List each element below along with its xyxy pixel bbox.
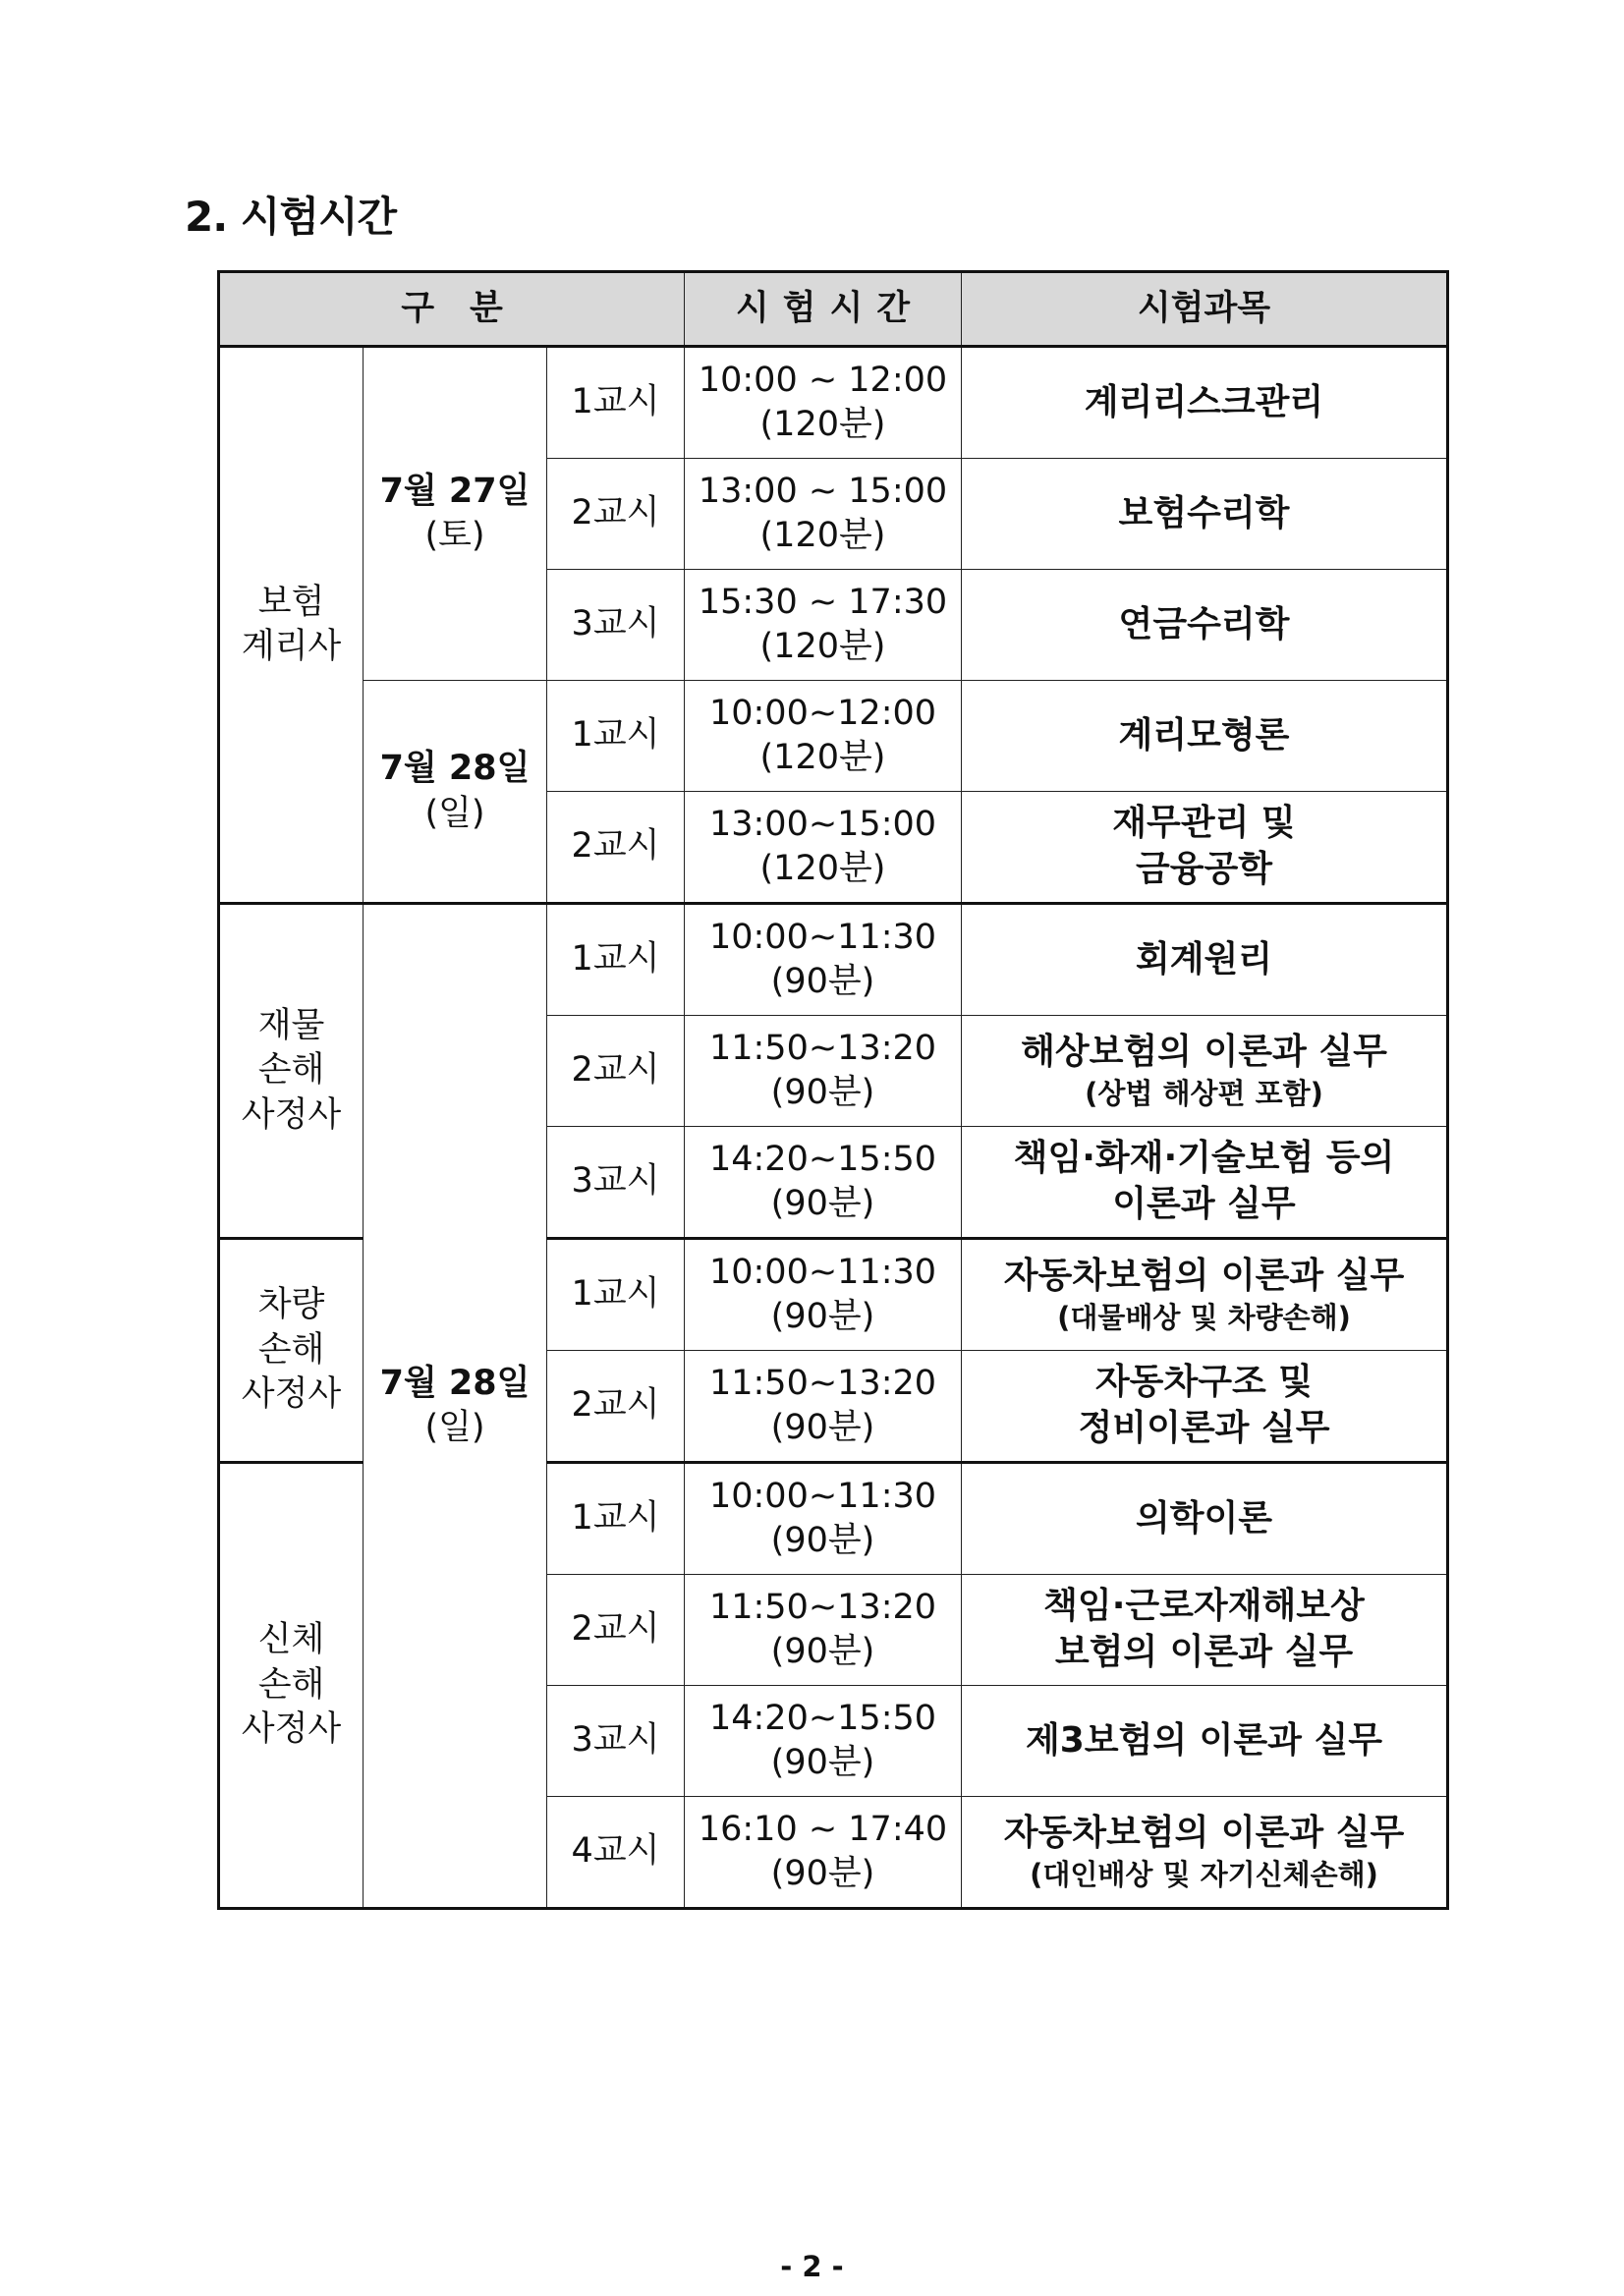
duration: (120분): [759, 738, 886, 777]
duration: (90분): [770, 1184, 875, 1223]
subject-note: (상법 해상편 포함): [1085, 1076, 1323, 1110]
exam-category-name: 손해: [257, 1329, 325, 1370]
subject-name: 자동차보험의 이론과 실무: [1003, 1812, 1405, 1853]
period-cell: 1교시: [547, 904, 685, 1016]
exam-time-cell: [685, 1686, 962, 1797]
page-number: - 2 -: [780, 2250, 844, 2283]
exam-subject-cell: [962, 1239, 1448, 1351]
subject-name: 자동차구조 및: [1094, 1362, 1314, 1403]
subject-name: 자동차보험의 이론과 실무: [1003, 1255, 1405, 1296]
subject-name: 보험수리학: [1118, 492, 1290, 533]
subject-name: 회계원리: [1135, 938, 1273, 980]
exam-category-cell: [219, 347, 364, 904]
exam-time-cell: [685, 459, 962, 570]
exam-time-cell: [685, 1463, 962, 1575]
exam-subject-cell: [962, 459, 1448, 570]
exam-subject-cell: [962, 1797, 1448, 1909]
table-row: [219, 681, 1448, 792]
time-range: 16:10 ~ 17:40: [698, 1809, 948, 1849]
period-cell: 3교시: [547, 1127, 685, 1239]
duration: (90분): [770, 1521, 875, 1560]
exam-category-cell: [219, 904, 364, 1239]
exam-subject-cell: [962, 1351, 1448, 1463]
exam-category-name: 사정사: [241, 1094, 342, 1135]
duration: (90분): [770, 962, 875, 1001]
table-row: [219, 347, 1448, 459]
subject-name: 보험의 이론과 실무: [1054, 1632, 1354, 1672]
exam-date: 7월 28일: [379, 749, 531, 788]
subject-name: 연금수리학: [1118, 603, 1290, 644]
exam-date: 7월 27일: [379, 471, 531, 511]
exam-subject-cell: [962, 1127, 1448, 1239]
period-cell: 3교시: [547, 570, 685, 681]
exam-subject-cell: [962, 570, 1448, 681]
duration: (120분): [759, 516, 886, 555]
period-cell: 3교시: [547, 1686, 685, 1797]
time-range: 11:50~13:20: [708, 1587, 937, 1627]
table-header-row: [219, 272, 1448, 347]
time-range: 10:00~11:30: [708, 1252, 937, 1292]
period-cell: 2교시: [547, 1016, 685, 1127]
period-cell: 2교시: [547, 792, 685, 904]
exam-category-name: 재물: [257, 1005, 325, 1045]
duration: (90분): [770, 1073, 875, 1112]
duration: (90분): [770, 1854, 875, 1893]
time-range: 14:20~15:50: [708, 1139, 937, 1179]
exam-category-name: 사정사: [241, 1709, 342, 1750]
duration: (120분): [759, 627, 886, 666]
exam-category-name: 손해: [257, 1664, 325, 1705]
duration: (120분): [759, 849, 886, 888]
period-cell: 1교시: [547, 1463, 685, 1575]
subject-name: 제3보험의 이론과 실무: [1025, 1719, 1383, 1761]
exam-category-name: 계리사: [241, 627, 342, 666]
exam-subject-cell: [962, 904, 1448, 1016]
exam-subject-cell: [962, 681, 1448, 792]
period-cell: 1교시: [547, 1239, 685, 1351]
exam-category-name: 신체: [257, 1620, 325, 1660]
subject-note: (대인배상 및 자기신체손해): [1030, 1857, 1378, 1891]
exam-time-cell: [685, 1351, 962, 1463]
exam-time-cell: [685, 792, 962, 904]
exam-time-cell: [685, 570, 962, 681]
time-range: 10:00~12:00: [708, 693, 937, 733]
exam-subject-cell: [962, 1575, 1448, 1686]
exam-subject-cell: [962, 1463, 1448, 1575]
duration: (90분): [770, 1408, 875, 1447]
exam-day-cell: [364, 681, 547, 904]
exam-time-cell: [685, 904, 962, 1016]
period-cell: 2교시: [547, 1575, 685, 1686]
exam-schedule-table: [217, 270, 1449, 1910]
subject-note: (대물배상 및 차량손해): [1057, 1300, 1351, 1334]
time-range: 10:00~11:30: [708, 917, 937, 957]
exam-subject-cell: [962, 792, 1448, 904]
header-category: 구분: [219, 272, 685, 347]
subject-name: 이론과 실무: [1112, 1184, 1296, 1224]
subject-name: 정비이론과 실무: [1078, 1408, 1330, 1448]
section-title: 2. 시험시간: [185, 193, 397, 241]
header-exam-subject: 시험과목: [962, 272, 1448, 347]
header-exam-time: 시험시간: [685, 272, 962, 347]
subject-name: 해상보험의 이론과 실무: [1021, 1031, 1387, 1072]
duration: (90분): [770, 1632, 875, 1671]
time-range: 10:00~11:30: [708, 1476, 937, 1516]
subject-name: 의학이론: [1135, 1497, 1273, 1539]
period-cell: 1교시: [547, 681, 685, 792]
exam-time-cell: [685, 681, 962, 792]
exam-time-cell: [685, 1127, 962, 1239]
time-range: 14:20~15:50: [708, 1698, 937, 1738]
exam-time-cell: [685, 1016, 962, 1127]
exam-category-cell: [219, 1463, 364, 1909]
exam-day-cell: [364, 347, 547, 681]
exam-category-cell: [219, 1239, 364, 1463]
exam-subject-cell: [962, 1686, 1448, 1797]
period-cell: 2교시: [547, 1351, 685, 1463]
exam-day-cell: [364, 904, 547, 1909]
exam-time-cell: [685, 1575, 962, 1686]
table-row: [219, 904, 1448, 1016]
exam-category-name: 사정사: [241, 1374, 342, 1415]
exam-date: 7월 28일: [379, 1363, 531, 1403]
time-range: 13:00~15:00: [708, 804, 937, 844]
time-range: 11:50~13:20: [708, 1028, 937, 1068]
exam-subject-cell: [962, 347, 1448, 459]
exam-category-name: 보험: [257, 582, 325, 622]
subject-name: 책임·근로자재해보상: [1043, 1586, 1365, 1627]
period-cell: 2교시: [547, 459, 685, 570]
subject-name: 책임·화재·기술보험 등의: [1013, 1138, 1395, 1179]
time-range: 15:30 ~ 17:30: [698, 582, 948, 622]
time-range: 11:50~13:20: [708, 1363, 937, 1403]
exam-time-cell: [685, 347, 962, 459]
duration: (90분): [770, 1297, 875, 1336]
period-cell: 1교시: [547, 347, 685, 459]
period-cell: 4교시: [547, 1797, 685, 1909]
time-range: 13:00 ~ 15:00: [698, 471, 948, 511]
exam-weekday: (토): [424, 516, 485, 555]
exam-weekday: (일): [424, 1408, 485, 1447]
exam-time-cell: [685, 1797, 962, 1909]
exam-category-name: 차량: [257, 1285, 325, 1325]
duration: (90분): [770, 1743, 875, 1782]
subject-name: 계리모형론: [1118, 714, 1290, 756]
subject-name: 재무관리 및: [1112, 803, 1296, 844]
time-range: 10:00 ~ 12:00: [698, 360, 948, 400]
subject-name: 금융공학: [1135, 849, 1273, 889]
exam-weekday: (일): [424, 793, 485, 833]
subject-name: 계리리스크관리: [1084, 381, 1324, 422]
exam-time-cell: [685, 1239, 962, 1351]
exam-subject-cell: [962, 1016, 1448, 1127]
duration: (120분): [759, 405, 886, 444]
exam-category-name: 손해: [257, 1050, 325, 1091]
